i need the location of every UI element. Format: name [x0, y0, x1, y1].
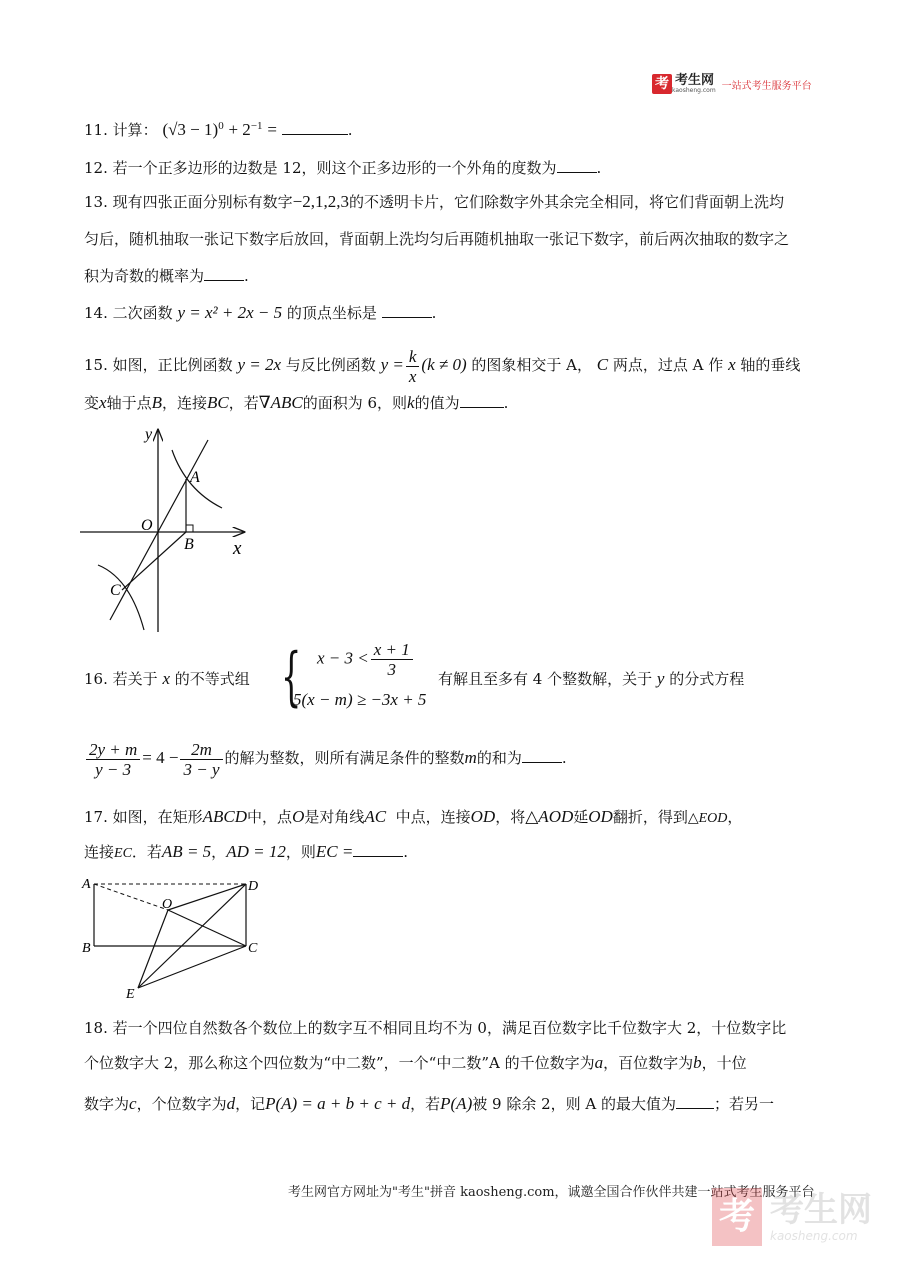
question-17-line-2: [84, 841, 820, 865]
fraction: [180, 740, 222, 779]
question-text: 二次函数: [112, 304, 173, 322]
question-13-line-2: [84, 228, 820, 250]
inequality-1: [317, 640, 415, 679]
logo-domain: kaosheng.com: [672, 87, 716, 94]
math-expr: x − 3 <: [317, 648, 369, 668]
math-expr: m: [464, 748, 477, 767]
question-number: 13.: [84, 193, 108, 211]
math-expr: d: [226, 1094, 236, 1113]
kaosheng-logo-icon: 考: [652, 74, 672, 94]
question-text: 若一个正多边形的边数是 12，则这个正多边形的一个外角的度数为: [112, 159, 557, 177]
question-end: .: [244, 267, 249, 285]
label-E: E: [126, 987, 135, 1002]
question-text: 的值为: [414, 394, 460, 412]
math-expr: y =: [380, 355, 404, 374]
math-expr: k: [407, 393, 415, 412]
question-number: 18.: [84, 1019, 108, 1037]
footer-text: 考生网官方网址为"考生"拼音 kaosheng.com，诚邀全国合作伙伴共建一站式考生服务平台: [288, 1185, 815, 1200]
question-14: [84, 302, 820, 324]
question-text: ，若: [228, 394, 259, 412]
label-x: x: [233, 538, 242, 559]
system-brace: {: [281, 640, 302, 714]
question-text: 的图象相交于 A，: [471, 356, 592, 374]
question-text: 变: [84, 394, 100, 412]
fraction-numerator: x + 1: [371, 640, 413, 660]
fraction-denominator: 3 − y: [183, 759, 220, 779]
fraction-denominator: x: [408, 366, 417, 386]
math-expr: EC: [114, 846, 132, 861]
label-y: y: [145, 426, 153, 443]
watermark-domain: kaosheng.com: [770, 1229, 858, 1243]
label-C: C: [110, 582, 121, 599]
question-text: 积为奇数的概率为: [84, 267, 205, 285]
math-expr: (k ≠ 0): [421, 355, 467, 374]
question-number: 14.: [84, 304, 108, 322]
math-expr: B: [151, 393, 162, 412]
math-expr: AB = 5: [161, 842, 212, 861]
math-expr: (√3 − 1): [162, 120, 219, 139]
question-15-line-2: [84, 392, 820, 414]
fraction: [371, 640, 413, 679]
math-expr: y: [656, 669, 665, 688]
watermark-logo-icon: 考: [712, 1188, 762, 1246]
question-text: 的顶点坐标是: [286, 304, 377, 322]
label-B: B: [82, 941, 91, 956]
question-text: 现有四张正面分别标有数字: [112, 193, 293, 211]
math-expr: b: [693, 1053, 702, 1072]
inequality-2: [293, 690, 426, 710]
math-exponent: 0: [218, 120, 224, 132]
question-text: 与反比例函数: [285, 356, 376, 374]
question-text: 中，点: [247, 808, 293, 826]
question-text: 是对角线: [304, 808, 365, 826]
question-11: [84, 115, 820, 141]
question-text: 轴于点: [106, 394, 152, 412]
question-text: 两点，过点 A 作: [612, 356, 724, 374]
question-text: 有解且至多有 4 个整数解，关于: [438, 670, 653, 688]
math-expr: + 2: [228, 120, 251, 139]
answer-blank[interactable]: [382, 303, 432, 318]
right-angle-mark: [186, 525, 193, 532]
question-text: 若关于: [112, 670, 158, 688]
math-expr: AC: [364, 807, 387, 826]
question-end: .: [347, 121, 353, 139]
math-expr: ∇ABC: [258, 393, 303, 412]
question-16-line-1-tail: [438, 668, 820, 690]
math-expr: △AOD: [525, 807, 574, 826]
question-end: .: [561, 749, 567, 767]
math-expr: OD: [588, 807, 613, 826]
segment-OD: [168, 884, 246, 910]
question-text: ，连接: [161, 394, 207, 412]
fraction-numerator: k: [406, 347, 420, 367]
fraction: [406, 347, 420, 386]
segment-ED: [138, 884, 246, 988]
question-number: 17.: [84, 808, 108, 826]
label-B: B: [184, 536, 194, 553]
question-number: 12.: [84, 159, 108, 177]
label-A: A: [190, 469, 200, 486]
question-text: ；若另一: [714, 1095, 775, 1113]
question-15-line-1: [84, 345, 820, 386]
segment-EC: [138, 946, 246, 988]
math-exponent: −1: [250, 120, 263, 132]
watermark-name: 考生网: [770, 1190, 872, 1230]
math-expr: O: [292, 807, 305, 826]
segment-AO-dashed: [94, 884, 168, 910]
answer-blank[interactable]: [204, 266, 244, 281]
math-expr: c: [129, 1094, 137, 1113]
question-number: 11.: [84, 121, 108, 139]
question-13-line-1: [84, 191, 820, 213]
question-18-line-2: [84, 1052, 820, 1074]
math-expr: =: [267, 120, 277, 139]
question-text: 延: [573, 808, 589, 826]
question-text: ，个位数字为: [136, 1095, 227, 1113]
question-end: .: [431, 304, 437, 322]
fraction-numerator: 2m: [180, 740, 222, 760]
question-end: .: [503, 394, 509, 412]
math-expr: P(A): [440, 1094, 473, 1113]
question-text: ，: [211, 843, 227, 861]
question-end: .: [403, 843, 409, 861]
question-text: 被 9 除余 2，则 A 的最大值为: [472, 1095, 676, 1113]
math-expr: ABCD: [202, 807, 248, 826]
question-text: 的不等式组: [174, 670, 250, 688]
figure-17: [78, 870, 278, 1005]
math-expr: △EOD: [687, 811, 728, 826]
math-expr: −2,1,2,3: [292, 192, 349, 211]
segment-BC: [122, 532, 186, 590]
fraction-numerator: 2y + m: [86, 740, 140, 760]
label-A: A: [82, 877, 91, 892]
math-expr: BC: [206, 393, 229, 412]
question-18-line-1: [84, 1017, 820, 1039]
label-D: D: [248, 879, 259, 894]
answer-blank[interactable]: [282, 120, 348, 135]
math-expr: x: [728, 355, 736, 374]
answer-blank[interactable]: [353, 842, 403, 857]
question-text: 轴的垂线: [740, 356, 801, 374]
answer-blank[interactable]: [676, 1094, 714, 1109]
fraction-denominator: 3: [387, 660, 397, 679]
answer-blank[interactable]: [460, 393, 504, 408]
question-text: 的不透明卡片，它们除数字外其余完全相同，将它们背面朝上洗均: [349, 193, 785, 211]
question-18-line-3: [84, 1093, 820, 1115]
question-17-line-1: [84, 806, 820, 830]
segment-OC: [168, 910, 246, 946]
question-text: 如图，在矩形: [112, 808, 203, 826]
logo-name: 考生网: [675, 73, 715, 88]
question-text: 数字为: [84, 1095, 130, 1113]
math-expr: a: [594, 1053, 604, 1072]
question-text: 若一个四位自然数各个数位上的数字互不相同且均不为 0，满足百位数字比千位数字大 2，十位数字比: [112, 1019, 787, 1037]
math-expr: y = x² + 2x − 5: [177, 303, 283, 322]
question-number: 16.: [84, 670, 108, 688]
question-text: ，将: [495, 808, 526, 826]
math-expr: x: [99, 393, 107, 412]
question-text: ，则: [285, 843, 316, 861]
question-text: 如图，正比例函数: [112, 356, 233, 374]
question-text: ，: [727, 808, 743, 826]
math-expr: y = 2x: [237, 355, 281, 374]
question-12: [84, 157, 820, 179]
question-13-line-3: [84, 265, 820, 287]
hyperbola-branch-2: [98, 565, 144, 630]
math-expr: AD = 12: [226, 842, 286, 861]
question-text: 的和为: [476, 749, 522, 767]
question-text: 个位数字大 2，那么称这个四位数为“中二数”，一个“中二数”A 的千位数字为: [84, 1054, 595, 1072]
question-text: 的分式方程: [669, 670, 745, 688]
math-expr: 5(x − m) ≥ −3x + 5: [293, 690, 427, 709]
math-expr: OD: [470, 807, 496, 826]
question-text: 中点，连接: [395, 808, 471, 826]
question-text: ，百位数字为: [603, 1054, 694, 1072]
question-text: 计算：: [112, 121, 158, 139]
math-expr: x: [162, 669, 170, 688]
question-text: ．若: [131, 843, 162, 861]
figure-15: [78, 420, 258, 635]
fraction-denominator: y − 3: [95, 759, 132, 779]
label-O: O: [141, 517, 153, 534]
question-text: 翻折，得到: [612, 808, 688, 826]
question-16-line-2: [84, 738, 820, 779]
question-text: 连接: [84, 843, 115, 861]
question-end: .: [596, 159, 602, 177]
header-logo: [652, 74, 812, 94]
question-text: ，若: [410, 1095, 441, 1113]
answer-blank[interactable]: [522, 748, 562, 763]
watermark: [712, 1188, 872, 1246]
question-text: 的面积为 6，则: [302, 394, 408, 412]
question-text: 匀后，随机抽取一张记下数字后放回，背面朝上洗均匀后再随机抽取一张记下数字，前后两次抽取的数字之: [84, 230, 790, 248]
fraction: [86, 740, 140, 779]
label-C: C: [248, 941, 258, 956]
logo-slogan: 一站式考生服务平台: [721, 80, 812, 92]
question-text: 的解为整数，则所有满足条件的整数: [224, 749, 465, 767]
question-text: ，记: [235, 1095, 266, 1113]
math-expr: P(A) = a + b + c + d: [265, 1094, 411, 1113]
math-expr: C: [596, 355, 609, 374]
math-expr: EC =: [315, 842, 354, 861]
question-number: 15.: [84, 356, 108, 374]
answer-blank[interactable]: [557, 158, 597, 173]
question-text: ，十位: [701, 1054, 747, 1072]
math-expr: = 4 −: [142, 748, 179, 767]
label-O: O: [162, 897, 173, 912]
segment-OE: [138, 910, 168, 988]
